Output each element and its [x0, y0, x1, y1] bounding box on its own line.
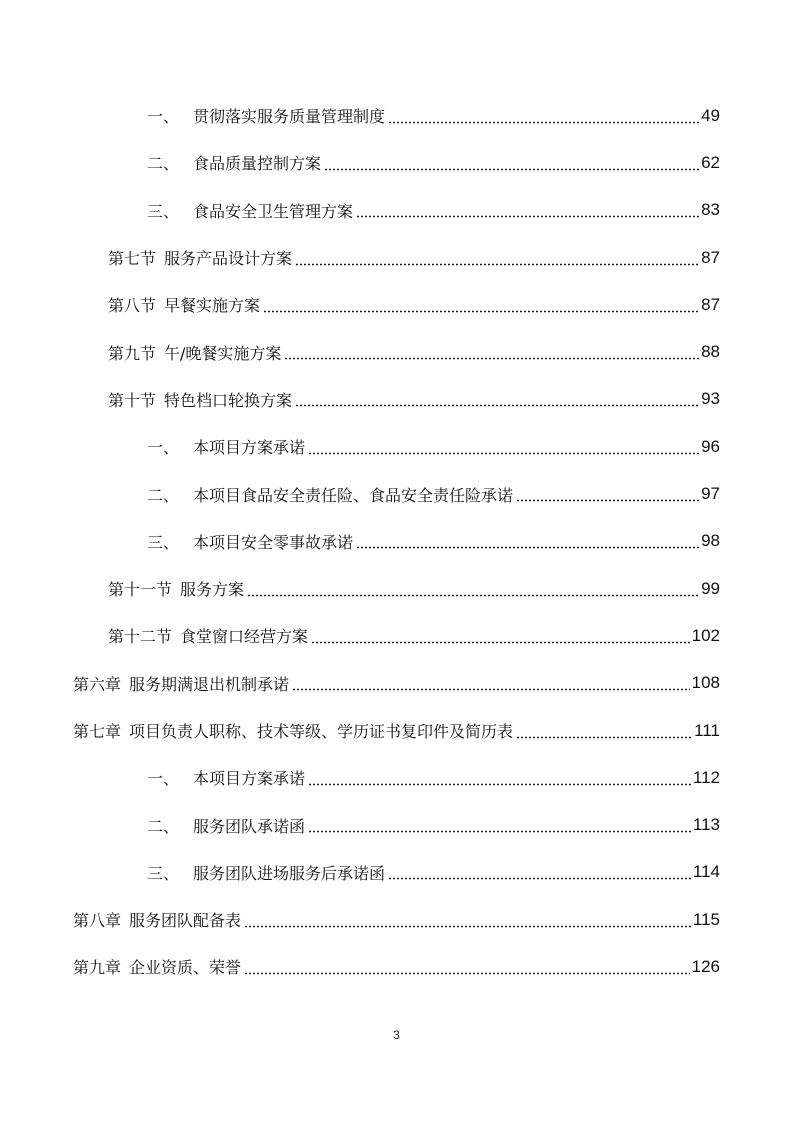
toc-entry-title: 本项目安全零事故承诺: [193, 532, 354, 552]
toc-entry-number: 第十一节: [108, 580, 173, 600]
toc-entry[interactable]: [0, 660, 793, 707]
dot-leader: [284, 344, 699, 360]
toc-entry-number: 二、: [147, 816, 180, 836]
toc-entry-title: 本项目方案承诺: [193, 438, 306, 458]
toc-entry-title: 服务产品设计方案: [164, 249, 293, 269]
toc-entry-title: 本项目方案承诺: [193, 769, 306, 789]
toc-entry-title: 午/晚餐实施方案: [164, 343, 282, 363]
toc-entry-number: 第九节: [108, 343, 157, 363]
toc-entry-title: 食堂窗口经营方案: [180, 627, 309, 647]
dot-leader: [388, 108, 699, 124]
table-of-contents: [0, 92, 793, 991]
toc-entry[interactable]: [0, 943, 793, 990]
toc-entry-page: 114: [692, 862, 720, 882]
toc-entry[interactable]: [0, 612, 793, 659]
toc-entry-page: 108: [691, 673, 720, 693]
toc-entry-page: 62: [701, 152, 720, 172]
toc-entry-title: 食品质量控制方案: [193, 154, 322, 174]
dot-leader: [324, 155, 699, 171]
toc-entry-page: 102: [691, 625, 720, 645]
dot-leader: [516, 723, 692, 739]
toc-entry-number: 三、: [147, 201, 180, 221]
toc-entry[interactable]: [0, 801, 793, 848]
toc-entry-number: 第九章: [73, 958, 122, 978]
toc-entry-number: 一、: [147, 438, 180, 458]
dot-leader: [356, 533, 699, 549]
toc-entry-page: 98: [701, 531, 720, 551]
toc-entry[interactable]: [0, 565, 793, 612]
toc-entry[interactable]: [0, 187, 793, 234]
toc-entry-number: 第六章: [73, 674, 122, 694]
toc-entry-title: 本项目食品安全责任险、食品安全责任险承诺: [193, 485, 514, 505]
toc-entry-page: 115: [692, 909, 720, 929]
dot-leader: [308, 770, 691, 786]
dot-leader: [295, 391, 699, 407]
toc-entry-page: 49: [701, 105, 720, 125]
dot-leader: [292, 675, 690, 691]
toc-entry[interactable]: [0, 139, 793, 186]
toc-entry-title: 服务期满退出机制承诺: [129, 674, 290, 694]
toc-entry-page: 97: [701, 484, 720, 504]
toc-entry[interactable]: [0, 754, 793, 801]
toc-entry[interactable]: [0, 849, 793, 896]
dot-leader: [356, 202, 699, 218]
toc-entry[interactable]: [0, 328, 793, 375]
toc-entry[interactable]: [0, 518, 793, 565]
toc-entry-number: 三、: [147, 532, 180, 552]
toc-entry-number: 三、: [147, 863, 180, 883]
toc-entry-page: 88: [701, 342, 720, 362]
page-number: 3: [393, 1028, 400, 1042]
toc-entry-page: 87: [701, 294, 720, 314]
toc-entry-number: 第八章: [73, 911, 122, 931]
toc-entry[interactable]: [0, 470, 793, 517]
toc-entry-title: 食品安全卫生管理方案: [193, 201, 354, 221]
toc-entry-page: 83: [701, 200, 720, 220]
dot-leader: [295, 250, 699, 266]
toc-entry[interactable]: [0, 423, 793, 470]
toc-entry-number: 第七章: [73, 722, 122, 741]
dot-leader: [311, 628, 690, 644]
toc-entry[interactable]: [0, 376, 793, 423]
dot-leader: [388, 864, 691, 880]
dot-leader: [244, 959, 690, 975]
toc-entry[interactable]: [0, 896, 793, 943]
toc-entry-title: 服务团队承诺函: [193, 816, 306, 836]
toc-entry-number: 二、: [147, 485, 180, 505]
toc-entry[interactable]: [0, 281, 793, 328]
toc-entry-title: 特色档口轮换方案: [164, 390, 293, 410]
toc-entry-page: 96: [701, 436, 720, 456]
toc-entry-title: 项目负责人职称、技术等级、学历证书复印件及简历表: [129, 722, 514, 741]
toc-entry-number: 一、: [147, 107, 180, 127]
toc-entry-page: 113: [692, 815, 720, 835]
toc-entry-number: 第十节: [108, 390, 157, 410]
toc-entry-page: 111: [694, 720, 720, 740]
toc-entry-page: 87: [701, 247, 720, 267]
toc-entry-title: 服务团队配备表: [129, 911, 242, 931]
toc-entry-number: 第十二节: [108, 627, 173, 647]
toc-entry-title: 服务方案: [180, 580, 245, 600]
toc-entry-number: 第八节: [108, 296, 157, 316]
toc-entry-number: 二、: [147, 154, 180, 174]
dot-leader: [516, 486, 699, 502]
toc-entry-number: 一、: [147, 769, 180, 789]
toc-entry[interactable]: [0, 92, 793, 139]
toc-entry-title: 早餐实施方案: [164, 296, 261, 316]
dot-leader: [263, 297, 699, 313]
toc-entry[interactable]: [0, 234, 793, 281]
toc-entry-title: 企业资质、荣誉: [129, 958, 242, 978]
toc-entry-number: 第七节: [108, 249, 157, 269]
toc-entry-page: 112: [692, 767, 720, 787]
toc-entry-page: 93: [701, 389, 720, 409]
toc-entry-title: 贯彻落实服务质量管理制度: [193, 107, 386, 127]
toc-entry[interactable]: [0, 707, 793, 754]
toc-entry-page: 126: [691, 956, 720, 976]
dot-leader: [308, 439, 699, 455]
dot-leader: [247, 581, 699, 597]
dot-leader: [308, 817, 691, 833]
toc-entry-title: 服务团队进场服务后承诺函: [193, 863, 386, 883]
toc-entry-page: 99: [701, 578, 720, 598]
dot-leader: [244, 912, 691, 928]
